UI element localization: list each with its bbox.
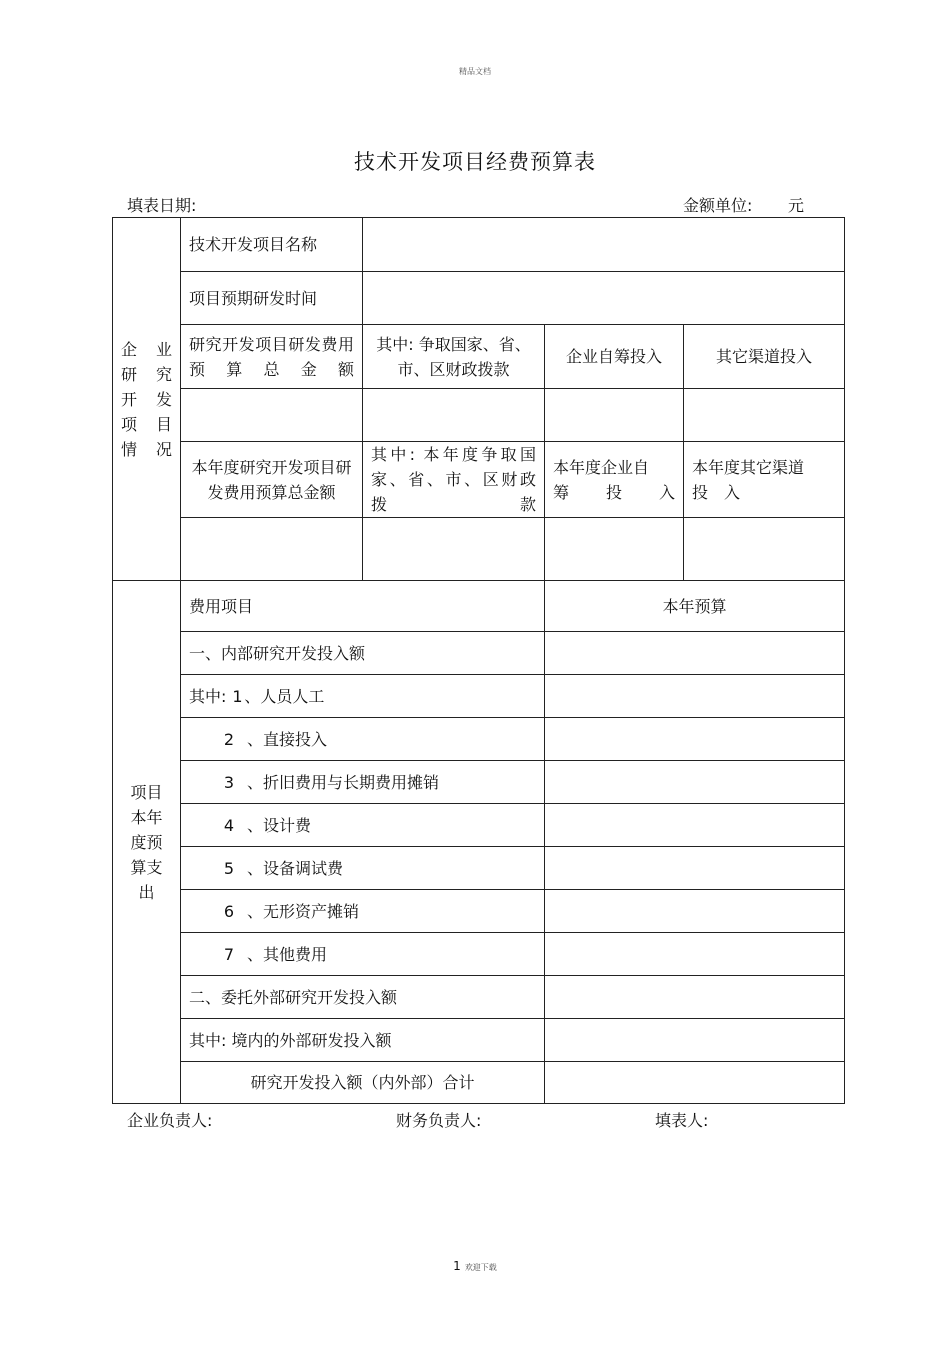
gov-funding-label: 其中: 争取国家、省、市、区财政拨款: [363, 325, 545, 389]
page-number: 1: [453, 1259, 461, 1273]
year-self-funding-field[interactable]: [545, 518, 684, 581]
expense-item-budget-field[interactable]: [545, 933, 845, 976]
personnel-budget-field[interactable]: [545, 675, 845, 718]
domestic-external-rd-budget-field[interactable]: [545, 1019, 845, 1062]
enterprise-leader-label: 企业负责人:: [127, 1111, 213, 1130]
year-total-budget-label: 本年度研究开发项目研发费用预算总金额: [181, 442, 363, 518]
expense-item-label: 5 、设备调试费: [181, 847, 545, 890]
expense-item-budget-field[interactable]: [545, 890, 845, 933]
expense-item-label: 7 、其他费用: [181, 933, 545, 976]
project-time-label: 项目预期研发时间: [181, 272, 363, 325]
year-self-funding-label: 本年度企业自 筹 投 入: [545, 442, 684, 518]
table-row: [113, 632, 845, 675]
finance-leader-label: 财务负责人:: [396, 1111, 482, 1130]
table-row: [113, 933, 845, 976]
expense-item-budget-field[interactable]: [545, 718, 845, 761]
expense-header-row: [113, 581, 845, 632]
expense-item-label: 2 、直接投入: [181, 718, 545, 761]
expense-item-label: 3 、折旧费用与长期费用摊销: [181, 761, 545, 804]
expense-item-budget-field[interactable]: [545, 804, 845, 847]
other-funding-label: 其它渠道投入: [684, 325, 845, 389]
section-annual-budget-label: 项目本年度预算支出: [113, 581, 181, 1104]
col-annual-budget: 本年预算: [545, 581, 845, 632]
table-row: [113, 1019, 845, 1062]
page-note: 欢迎下载: [464, 1263, 497, 1272]
table-row: [113, 1062, 845, 1104]
funding-values-row: [113, 389, 845, 442]
year-funding-header-row: [113, 442, 845, 518]
self-funding-label: 企业自筹投入: [545, 325, 684, 389]
form-filler-label: 填表人:: [655, 1111, 709, 1130]
year-gov-funding-label: 其中: 本年度争取国家、省、市、区财政 拨 款: [363, 442, 545, 518]
total-budget-label: 研究开发项目研发费用预算总金额: [181, 325, 363, 389]
external-rd-budget-field[interactable]: [545, 976, 845, 1019]
expense-item-label: 4 、设计费: [181, 804, 545, 847]
funding-header-row: [113, 325, 845, 389]
domestic-external-rd-label: 其中: 境内的外部研发投入额: [181, 1019, 545, 1062]
internal-rd-budget-field[interactable]: [545, 632, 845, 675]
amount-unit-value: 元: [788, 196, 805, 215]
year-other-funding-field[interactable]: [684, 518, 845, 581]
rd-total-budget-field[interactable]: [545, 1062, 845, 1104]
total-budget-field[interactable]: [181, 389, 363, 442]
expense-item-label: 6 、无形资产摊销: [181, 890, 545, 933]
table-row: [113, 847, 845, 890]
header-watermark-text: 精品文档: [459, 67, 491, 76]
col-expense-item: 费用项目: [181, 581, 545, 632]
internal-rd-label: 一、内部研究开发投入额: [181, 632, 545, 675]
table-row: [113, 718, 845, 761]
other-funding-field[interactable]: [684, 389, 845, 442]
side-label-right: 业 究 发 目 况: [155, 339, 172, 459]
project-time-row: [113, 272, 845, 325]
side-label-left: 企 研 开 项 情: [121, 339, 138, 459]
table-row: [113, 976, 845, 1019]
personnel-label: 其中: 1 、人员人工: [181, 675, 545, 718]
page-footer: [0, 1259, 950, 1273]
table-row: [113, 804, 845, 847]
amount-unit-label: 金额单位:: [683, 196, 753, 215]
project-time-field[interactable]: [363, 272, 845, 325]
expense-item-budget-field[interactable]: [545, 847, 845, 890]
table-row: [113, 890, 845, 933]
rd-total-label: 研究开发投入额（内外部）合计: [181, 1062, 545, 1104]
budget-table: [112, 217, 845, 1104]
self-funding-field[interactable]: [545, 389, 684, 442]
table-row: [113, 675, 845, 718]
project-name-row: [113, 218, 845, 272]
expense-item-budget-field[interactable]: [545, 761, 845, 804]
year-total-budget-field[interactable]: [181, 518, 363, 581]
year-gov-funding-field[interactable]: [363, 518, 545, 581]
external-rd-label: 二、委托外部研究开发投入额: [181, 976, 545, 1019]
year-other-funding-label: 本年度其它渠道 投 入: [684, 442, 845, 518]
fill-date-label: 填表日期:: [127, 196, 197, 215]
section-enterprise-rd-label: [113, 218, 181, 581]
page-title: 技术开发项目经费预算表: [354, 150, 596, 174]
project-name-label: 技术开发项目名称: [181, 218, 363, 272]
year-funding-values-row: [113, 518, 845, 581]
project-name-field[interactable]: [363, 218, 845, 272]
gov-funding-field[interactable]: [363, 389, 545, 442]
table-row: [113, 761, 845, 804]
